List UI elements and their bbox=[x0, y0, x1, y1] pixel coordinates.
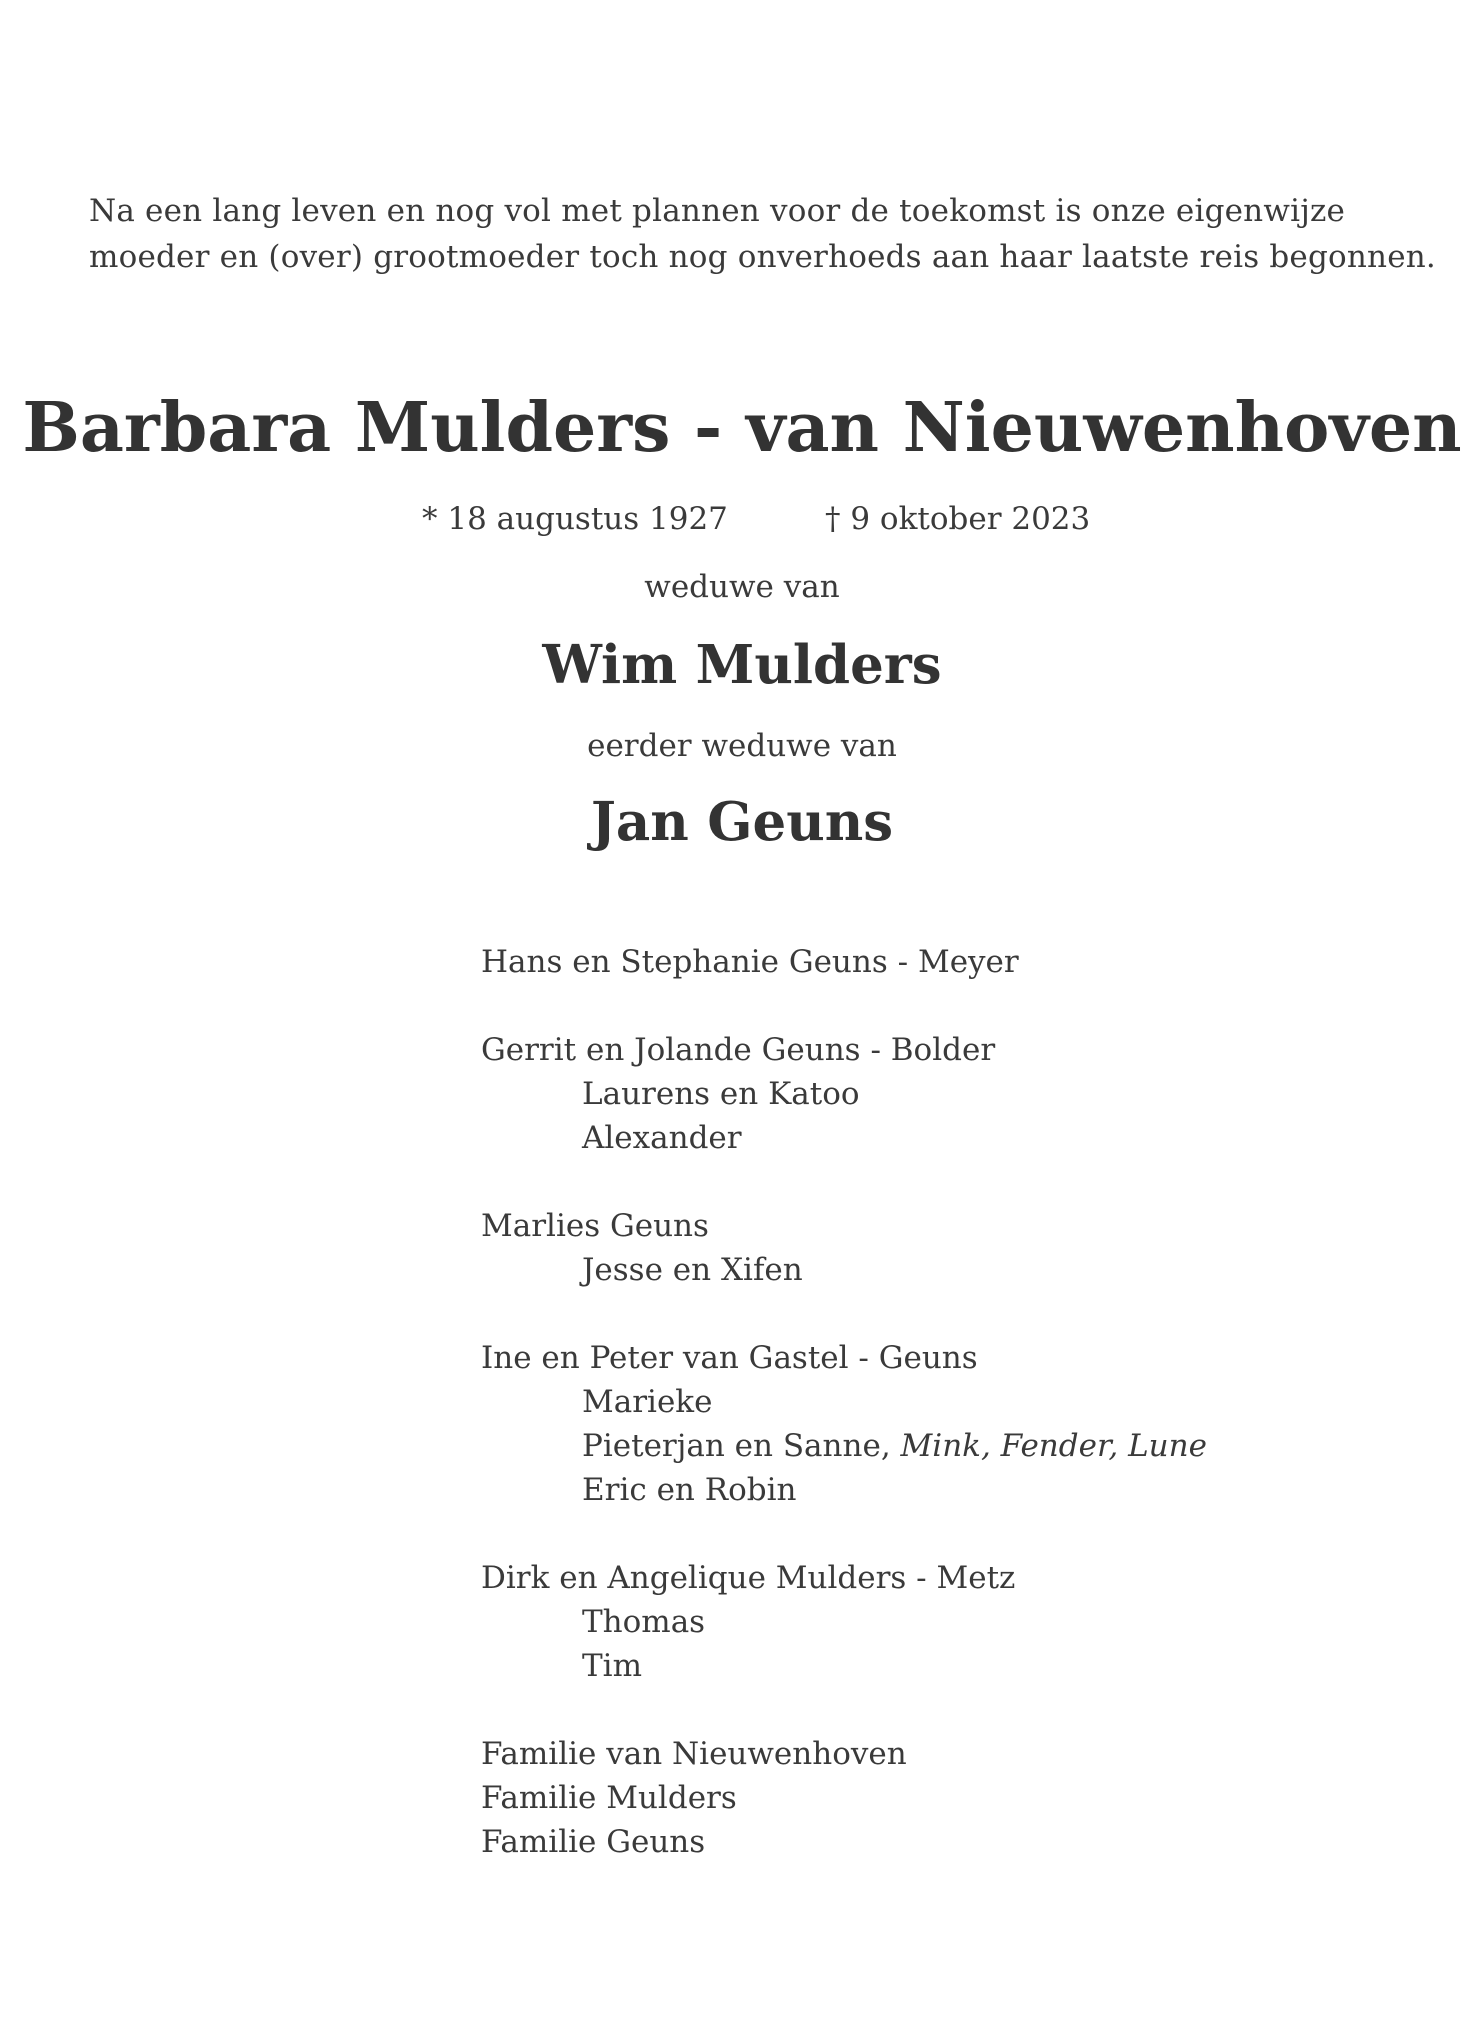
death-date: † 9 oktober 2023 bbox=[825, 501, 1091, 537]
family-group-4 bbox=[481, 1336, 1207, 1512]
intro-line-2: moeder en (over) grootmoeder toch nog onverhoeds aan haar laatste reis begonnen. bbox=[89, 239, 1436, 275]
widow-label: weduwe van bbox=[644, 569, 840, 605]
family-child bbox=[481, 1424, 1207, 1468]
family-child: Thomas bbox=[582, 1604, 706, 1640]
deceased-name: Barbara Mulders - van Nieuwenhoven bbox=[22, 388, 1462, 468]
intro-text bbox=[89, 188, 1436, 280]
family-child: Eric en Robin bbox=[582, 1472, 797, 1508]
family-list bbox=[481, 940, 1207, 1864]
family-head: Dirk en Angelique Mulders - Metz bbox=[481, 1560, 1016, 1596]
family-head: Ine en Peter van Gastel - Geuns bbox=[481, 1340, 978, 1376]
family-head: Gerrit en Jolande Geuns - Bolder bbox=[481, 1032, 996, 1068]
prior-widow-label: eerder weduwe van bbox=[587, 728, 897, 764]
family-group-1 bbox=[481, 940, 1207, 984]
prior-spouse-name: Jan Geuns bbox=[590, 791, 894, 853]
family-child: Marieke bbox=[582, 1384, 713, 1420]
birth-date: * 18 augustus 1927 bbox=[422, 501, 728, 537]
spouse-name: Wim Mulders bbox=[542, 634, 942, 696]
family-line: Familie Geuns bbox=[481, 1824, 706, 1860]
great-grandchildren-names: Mink, Fender, Lune bbox=[900, 1428, 1207, 1464]
family-group-3 bbox=[481, 1204, 1207, 1292]
family-child: Jesse en Xifen bbox=[582, 1252, 803, 1288]
family-group-5 bbox=[481, 1556, 1207, 1688]
family-line: Familie Mulders bbox=[481, 1780, 737, 1816]
family-child: Tim bbox=[582, 1648, 642, 1684]
family-group-6 bbox=[481, 1732, 1207, 1864]
family-line: Familie van Nieuwenhoven bbox=[481, 1736, 907, 1772]
family-child: Alexander bbox=[582, 1120, 742, 1156]
family-group-2 bbox=[481, 1028, 1207, 1160]
family-child: Laurens en Katoo bbox=[582, 1076, 860, 1112]
family-child-names: Pieterjan en Sanne, bbox=[582, 1428, 901, 1464]
family-head: Marlies Geuns bbox=[481, 1208, 709, 1244]
intro-line-1: Na een lang leven en nog vol met plannen voor de toekomst is onze eigenwijze bbox=[89, 193, 1346, 229]
family-head: Hans en Stephanie Geuns - Meyer bbox=[481, 944, 1019, 980]
